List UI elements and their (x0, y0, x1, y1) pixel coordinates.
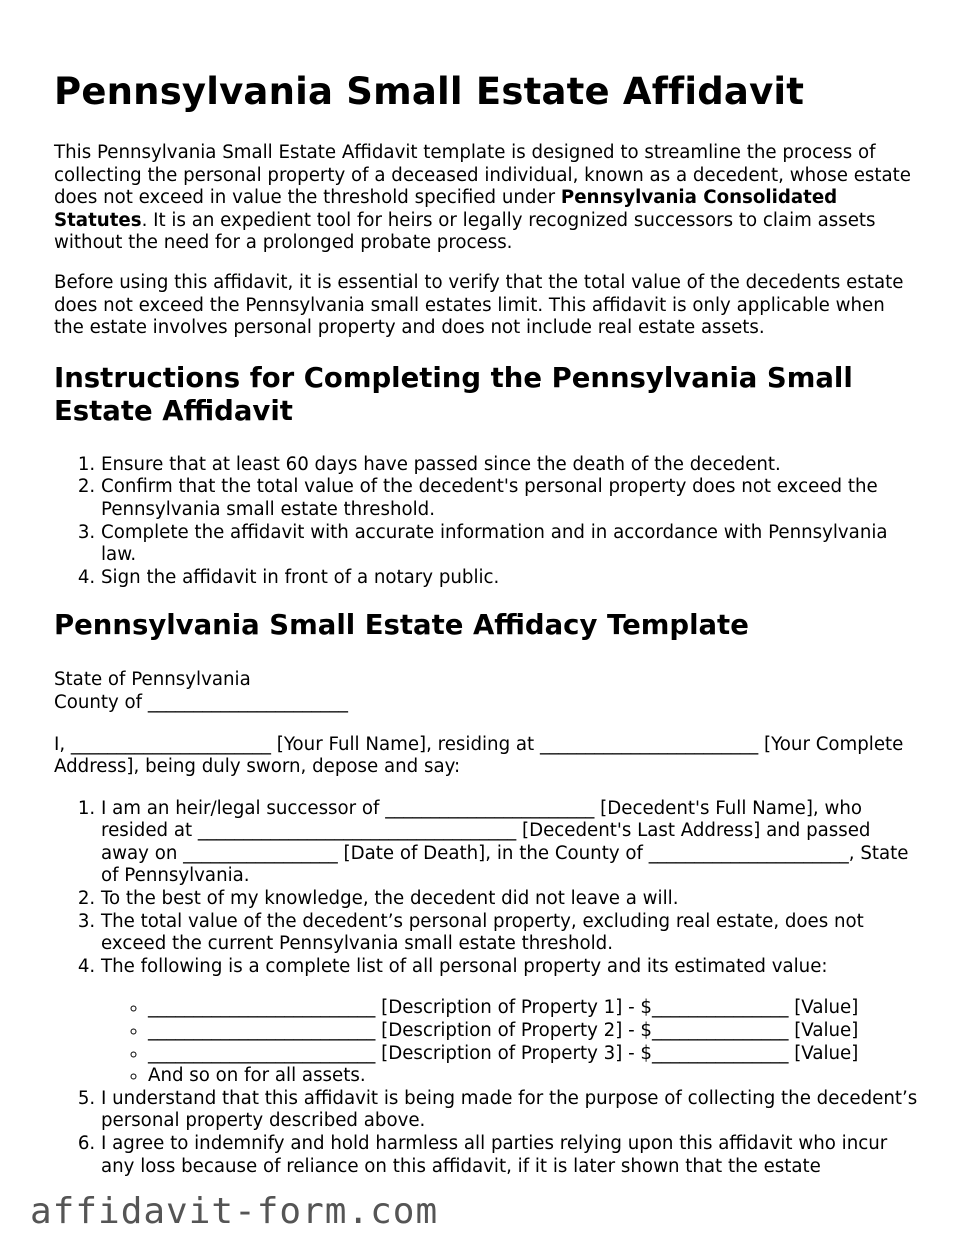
instructions-list (54, 454, 920, 590)
property-item: ◦ _________________________ [Description of Property 3] - $_______________ [Value] (148, 1043, 920, 1066)
county-line: County of ______________________ (54, 691, 348, 713)
template-heading: Pennsylvania Small Estate Affidacy Template (54, 609, 749, 642)
property-list (101, 997, 920, 1087)
instructions-heading: Instructions for Completing the Pennsylvania Small Estate Affidavit (54, 361, 853, 427)
page-title: Pennsylvania Small Estate Affidavit (54, 70, 805, 113)
intro-text-start: This Pennsylvania Small Estate Affidavit template is designed to streamline the process of collecting the personal property of a deceased individual, known as a decedent, whose estate does not exceed in value the threshold specified under (54, 142, 911, 209)
property-item: ◦ _________________________ [Description of Property 2] - $_______________ [Value] (148, 1020, 920, 1043)
affidavit-clauses (54, 798, 920, 1179)
affidavit-clause: 6. I agree to indemnify and hold harmless all parties relying upon this affidavit who incur any loss because of reliance on this affidavit, if it is later shown that the estate (101, 1133, 920, 1178)
intro-text-end: . It is an expedient tool for heirs or legally recognized successors to claim assets without the need for a prolonged probate process. (54, 209, 876, 254)
intro-paragraph-2: Before using this affidavit, it is essential to verify that the total value of the decedents estate does not exceed the Pennsylvania small estates limit. This affidavit is only applicable when the estate involves personal property and does not include real estate assets. (54, 271, 904, 339)
instruction-step: 2. Confirm that the total value of the decedent's personal property does not exceed the Pennsylvania small estate threshold. (101, 476, 920, 521)
affidavit-clause (101, 956, 920, 1088)
instruction-step: 3. Complete the affidavit with accurate information and in accordance with Pennsylvania law. (101, 522, 920, 567)
oath-paragraph: I, ______________________ [Your Full Name], residing at ________________________ [Your Complete Address], being duly sworn, depose and say: (54, 733, 904, 778)
affidavit-clause: 5. I understand that this affidavit is being made for the purpose of collecting the decedent’s personal property described above. (101, 1088, 920, 1133)
intro-paragraph-1 (54, 142, 920, 255)
property-item: ◦ _________________________ [Description of Property 1] - $_______________ [Value] (148, 997, 920, 1020)
instruction-step: 1. Ensure that at least 60 days have passed since the death of the decedent. (101, 454, 920, 477)
state-line: State of Pennsylvania (54, 669, 251, 691)
statute-reference: Pennsylvania Consolidated Statutes (54, 187, 838, 231)
jurisdiction-block (54, 669, 920, 714)
document-page (54, 0, 920, 1178)
property-list-intro: The following is a complete list of all personal property and its estimated value: (101, 955, 828, 977)
property-item: ◦ And so on for all assets. (148, 1065, 920, 1088)
affidavit-clause: 1. I am an heir/legal successor of _______________________ [Decedent's Full Name], who resided at ___________________________________ [Decedent's Last Address] and passed away on _________________ [Date of Death], in the County of ______________________, State of Pennsylvania. (101, 798, 920, 888)
site-watermark: affidavit-form.com (30, 1191, 439, 1232)
affidavit-clause: 3. The total value of the decedent’s personal property, excluding real estate, does not exceed the current Pennsylvania small estate threshold. (101, 911, 920, 956)
instruction-step: 4. Sign the affidavit in front of a notary public. (101, 567, 920, 590)
affidavit-clause: 2. To the best of my knowledge, the decedent did not leave a will. (101, 888, 920, 911)
